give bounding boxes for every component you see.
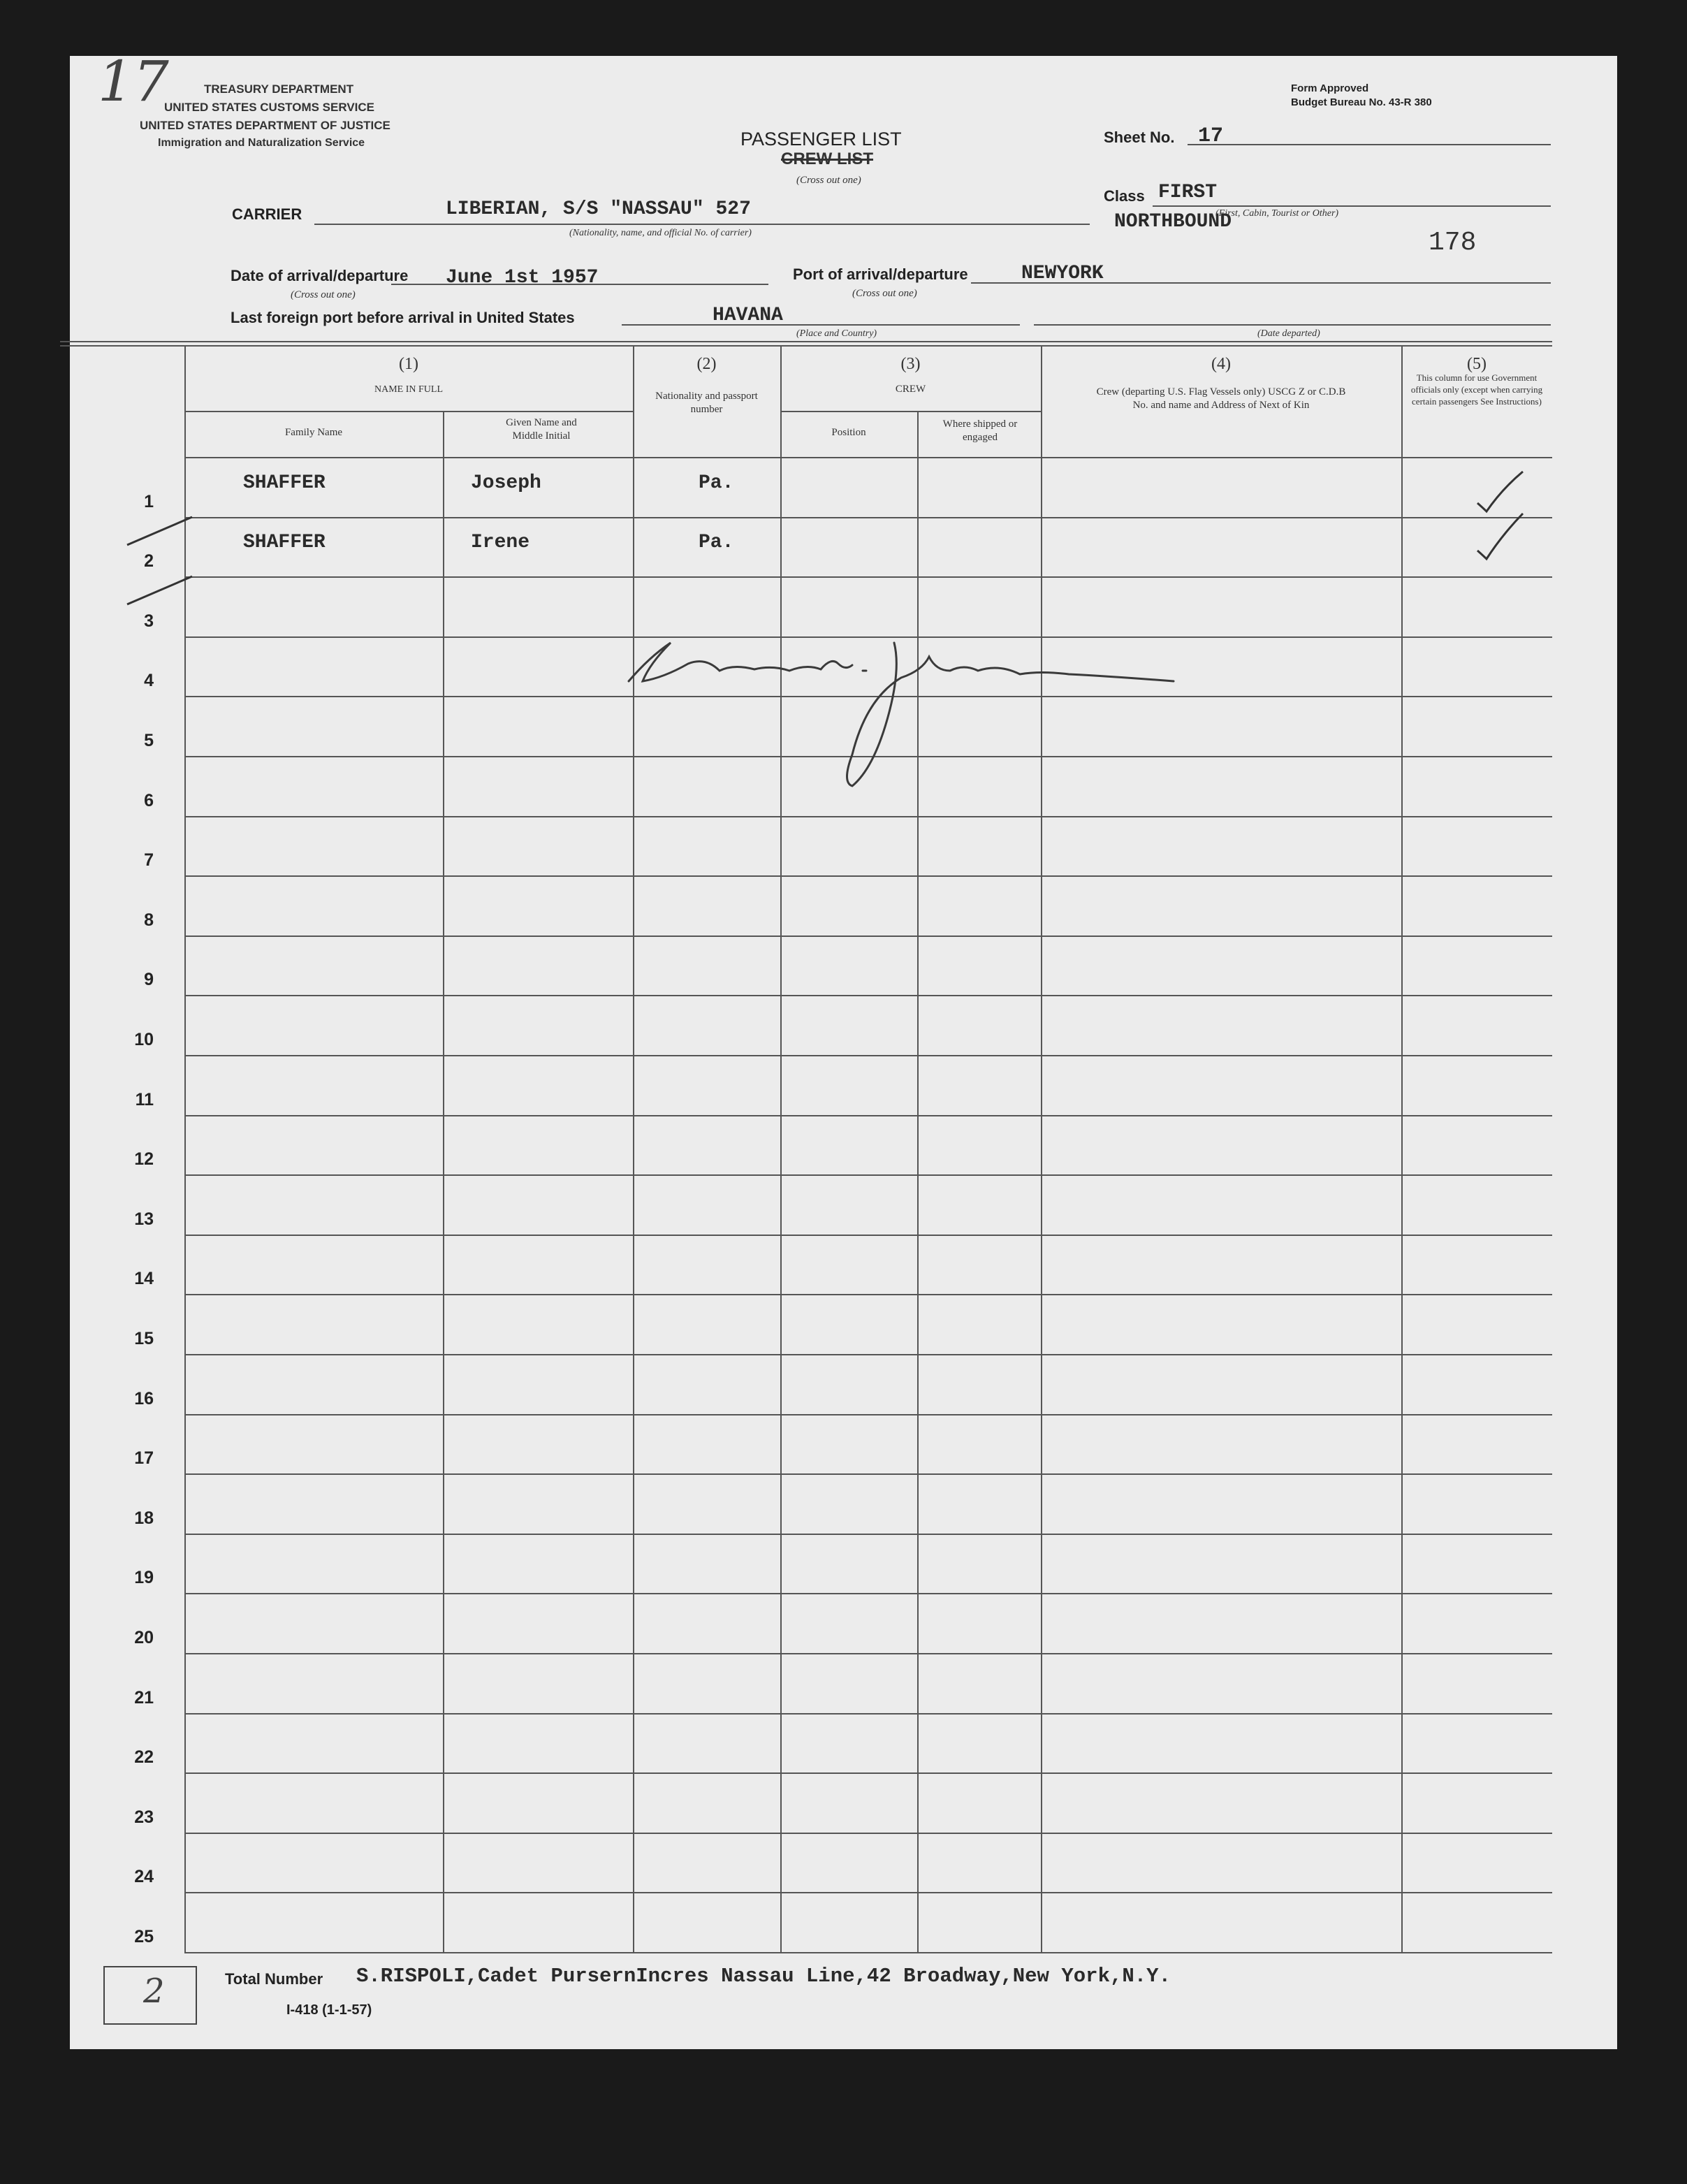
budget-bureau: Budget Bureau No. 43-R 380	[1291, 96, 1432, 108]
footer-typed-text: S.RISPOLI,Cadet PursernIncres Nassau Line,42 Broadway,New York,N.Y.	[356, 1965, 1171, 1988]
check-mark-row-2	[1474, 510, 1530, 566]
table-row-line	[184, 995, 1552, 996]
table-row-line	[184, 1354, 1552, 1355]
row-number: 20	[134, 1628, 154, 1647]
col-divider-family-given	[443, 411, 444, 1952]
col2-number: (2)	[696, 355, 717, 373]
col1-number: (1)	[399, 355, 418, 373]
sheet-label: Sheet No.	[1104, 129, 1175, 146]
col-divider-3-4	[1041, 347, 1042, 1952]
subhead-line-col1	[184, 411, 633, 412]
table-row-line	[184, 1892, 1552, 1893]
col1a-title: Family Name	[284, 427, 343, 438]
row-family-name: SHAFFER	[243, 532, 326, 554]
row-number: 3	[144, 611, 154, 631]
agency-treasury: TREASURY DEPARTMENT	[204, 82, 354, 96]
agency-justice: UNITED STATES DEPARTMENT OF JUSTICE	[140, 119, 390, 132]
row-number: 16	[134, 1388, 154, 1408]
table-row-line	[184, 1772, 1552, 1774]
date-departed-caption: (Date departed)	[1257, 328, 1320, 339]
row-given-name: Irene	[471, 532, 530, 554]
place-caption: (Place and Country)	[796, 328, 877, 339]
date-caption: (Cross out one)	[291, 289, 356, 300]
last-port-value: HAVANA	[713, 305, 783, 326]
table-row-line	[184, 1713, 1552, 1715]
row-number: 19	[134, 1568, 154, 1588]
stamp-number: 178	[1429, 228, 1477, 258]
row-nationality: Pa.	[699, 472, 734, 494]
date-label: Date of arrival/departure	[231, 267, 409, 284]
col3b-title: Where shipped or engaged	[942, 418, 1018, 443]
sheet-number: 17	[1198, 124, 1224, 148]
class-caption: (First, Cabin, Tourist or Other)	[1215, 208, 1339, 219]
carrier-value: LIBERIAN, S/S "NASSAU" 527	[446, 198, 751, 220]
row-number: 17	[134, 1448, 154, 1469]
table-row-line	[184, 1115, 1552, 1116]
date-value: June 1st 1957	[446, 267, 599, 289]
row-number: 13	[134, 1209, 154, 1229]
table-row-line	[184, 1174, 1552, 1176]
col-divider-2-3	[780, 347, 782, 1952]
form-number: I-418 (1-1-57)	[286, 2002, 372, 2018]
col1-title: NAME IN FULL	[374, 384, 443, 395]
col-divider-4-5	[1401, 347, 1403, 1952]
table-row-line	[184, 1473, 1552, 1475]
form-title: PASSENGER LIST	[740, 129, 902, 150]
table-row-line	[184, 875, 1552, 877]
row-number: 12	[134, 1149, 154, 1170]
row-number: 10	[134, 1030, 154, 1049]
row-number: 22	[134, 1747, 154, 1768]
table-row-line	[184, 1294, 1552, 1295]
row-number: 5	[144, 731, 154, 750]
row-family-name: SHAFFER	[243, 472, 326, 494]
handwritten-sheet-mark: 17	[98, 49, 169, 114]
class-value: FIRST	[1158, 182, 1218, 203]
table-row-line	[184, 816, 1552, 817]
row-number: 1	[144, 491, 154, 511]
table-row-line	[184, 1593, 1552, 1594]
row-number: 14	[134, 1269, 154, 1289]
cross-out-note: (Cross out one)	[796, 175, 861, 186]
row-number: 21	[134, 1687, 154, 1708]
row-number: 8	[144, 910, 154, 930]
row-number: 6	[144, 790, 154, 810]
northbound-text: NORTHBOUND	[1114, 211, 1232, 233]
port-value: NEWYORK	[1021, 263, 1104, 284]
table-row-line	[184, 1534, 1552, 1535]
row-number: 4	[144, 671, 154, 691]
passenger-list-form	[70, 49, 1617, 2049]
row-number: 15	[134, 1329, 154, 1348]
row-nationality: Pa.	[699, 532, 734, 554]
total-number-label: Total Number	[225, 1970, 323, 1988]
table-row-line	[184, 1055, 1552, 1056]
form-approved: Form Approved	[1291, 82, 1369, 94]
col1b-title: Given Name and Middle Initial	[506, 417, 577, 442]
crew-list-struck: CREW LIST	[781, 150, 873, 168]
port-label: Port of arrival/departure	[793, 265, 968, 283]
tally-mark-row-2	[126, 573, 196, 608]
table-row-line	[184, 1414, 1552, 1415]
table-row-line	[184, 1235, 1552, 1236]
signature	[622, 615, 1195, 796]
row-number: 11	[135, 1089, 154, 1109]
col3-number: (3)	[900, 355, 921, 373]
col4-number: (4)	[1211, 355, 1231, 373]
subhead-line-col3	[780, 411, 1041, 412]
table-row-line	[184, 517, 1552, 518]
manifest-table	[70, 56, 1617, 2049]
table-row-line	[184, 576, 1552, 578]
last-port-label: Last foreign port before arrival in United States	[231, 309, 575, 326]
row-number: 25	[134, 1927, 154, 1946]
col3-title: CREW	[895, 384, 926, 395]
row-number: 7	[144, 850, 154, 871]
class-label: Class	[1104, 187, 1145, 205]
table-row-line	[184, 1653, 1552, 1654]
col-divider-1-2	[633, 347, 634, 1952]
table-row-line	[184, 1952, 1552, 1953]
agency-customs: UNITED STATES CUSTOMS SERVICE	[164, 101, 375, 114]
row-number: 24	[134, 1867, 154, 1887]
table-row-line	[184, 1833, 1552, 1834]
carrier-caption: (Nationality, name, and official No. of carrier)	[569, 228, 752, 238]
col5-title: This column for use Government officials only (except when carrying certain passengers See Instructions)	[1410, 372, 1543, 407]
row-number: 18	[134, 1508, 154, 1528]
col5-number: (5)	[1467, 355, 1487, 373]
agency-ins: Immigration and Naturalization Service	[158, 137, 365, 149]
col4-title: Crew (departing U.S. Flag Vessels only) USCG Z or C.D.B No. and name and Address of Next of Kin	[1096, 386, 1346, 411]
carrier-label: CARRIER	[232, 205, 302, 223]
row-number: 9	[144, 970, 154, 990]
row-number: 23	[134, 1807, 154, 1827]
col3a-title: Position	[831, 427, 866, 438]
row-given-name: Joseph	[471, 472, 541, 494]
table-row-line	[184, 936, 1552, 937]
header-bottom-line	[184, 457, 1552, 458]
total-number-handwritten: 2	[143, 1972, 165, 2011]
port-caption: (Cross out one)	[852, 288, 917, 299]
row-number: 2	[144, 551, 154, 572]
col2-title: Nationality and passport number	[655, 391, 758, 415]
tally-mark-row-1	[126, 514, 196, 548]
